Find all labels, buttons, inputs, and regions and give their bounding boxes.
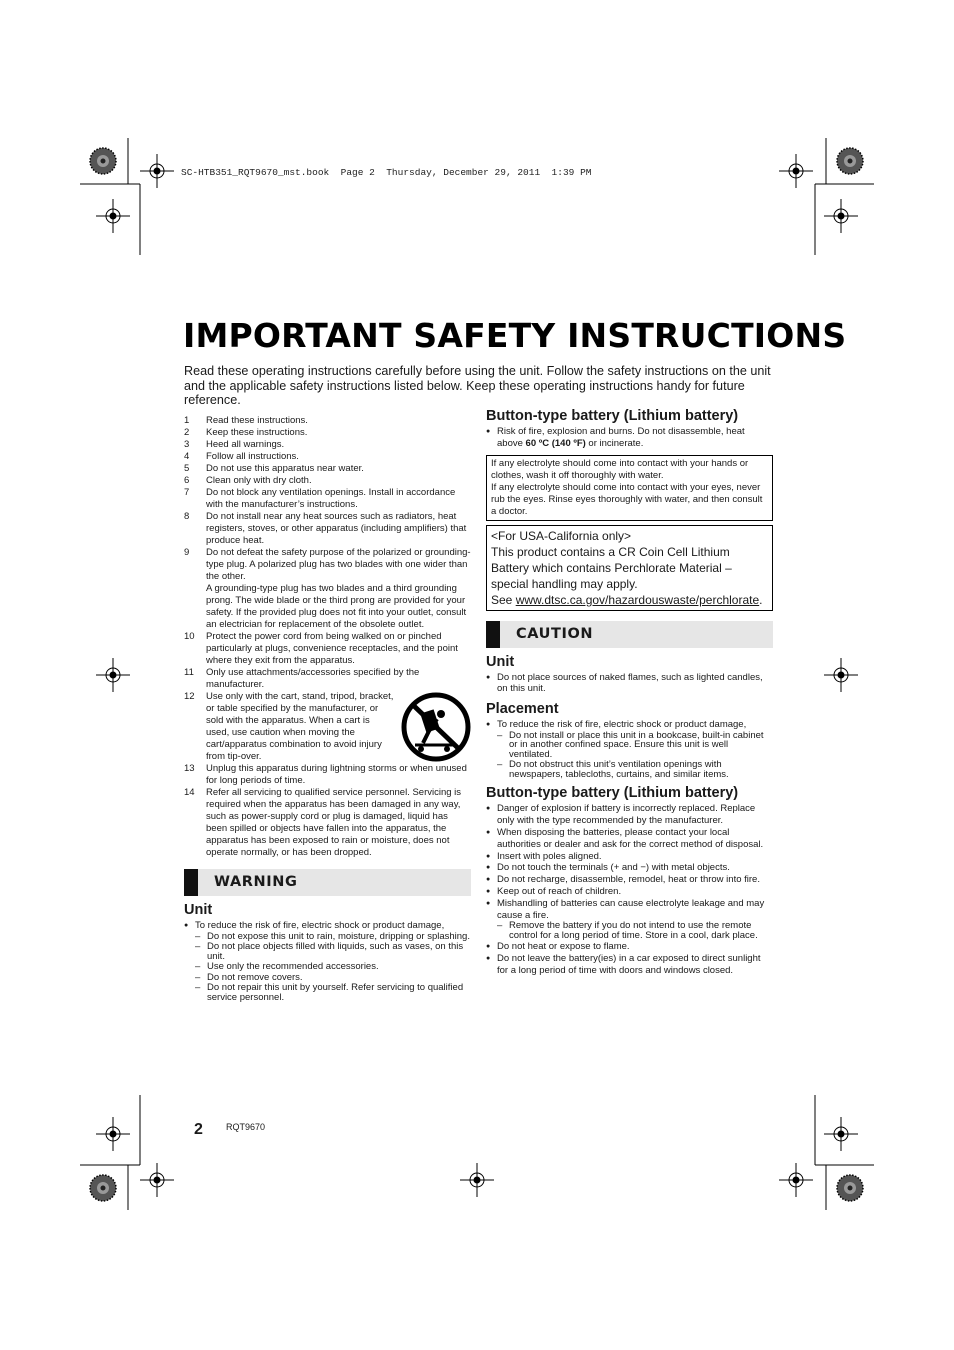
list-item: 5 Do not use this apparatus near water. (184, 463, 364, 474)
list-item: 12 Use only with the cart, stand, tripod, bracket, or table specified by the manufacturer, or sold with the apparatus. When a cart is used, use caution when moving the cart/apparatus combination to avoid injury from tip-over. (184, 691, 471, 763)
page-number: 2 (194, 1121, 203, 1138)
document-code: RQT9670 (226, 1122, 266, 1132)
list-item: 9 Do not defeat the safety purpose of the polarized or grounding-type plug. A polarized plug has two blades with one wider than the other. A grounding-type plug has two blades and a third grounding prong. The wide blade or the third prong are provided for your safety. If the provided plug does not fit into your outlet, consult an electrician for replacement of the obsolete outlet. (184, 547, 471, 630)
battery-warning-heading: Button-type battery (Lithium battery) (486, 408, 739, 424)
caution-unit-list (486, 672, 773, 696)
list-item: – Do not install or place this unit in a bookcase, built-in cabinet or in another confined space. Ensure this unit is well ventilated. (497, 731, 773, 760)
safety-instruction-list (184, 415, 471, 859)
warning-label: WARNING (214, 874, 298, 890)
list-item: ● To reduce the risk of fire, electric shock or product damage, – Do not expose this unit to rain, moisture, dripping or splashing. – Do not place objects filled with liquids, such as vases, on this unit. – Use only the recommended accessories. – Do not remove covers. – Do not repair this unit by yourself. Refer servicing to qualified service personnel. (184, 920, 471, 1002)
list-item: 7 Do not block any ventilation openings. Install in accordance with the manufacturer’s instructions. (184, 487, 456, 510)
list-item: – Do not obstruct this unit’s ventilation openings with newspapers, tablecloths, curtains, and similar items. (497, 760, 773, 779)
california-notice-box (486, 525, 773, 611)
list-item: – Do not place objects filled with liquids, such as vases, on this unit. (195, 942, 471, 961)
list-item: 14 Refer all servicing to qualified service personnel. Servicing is required when the apparatus has been damaged in any way, such as power-supply cord or plug is damaged, liquid has been spilled or objects have fallen into the apparatus, the apparatus has been exposed to rain or moisture, does not operate normally, or has been dropped. (184, 787, 462, 858)
list-item: 13 Unplug this apparatus during lightning storms or when unused for long periods of time. (184, 763, 467, 786)
print-info-header: SC-HTB351_RQT9670_mst.book Page 2 Thursday, December 29, 2011 1:39 PM (181, 167, 592, 178)
electrolyte-hands-text: If any electrolyte should come into contact with your hands or clothes, wash it off thoroughly with water. (491, 457, 749, 481)
battery-caution-sublist (497, 921, 773, 940)
intro-paragraph: Read these operating instructions carefully before using the unit. Follow the safety instructions on the unit and the applicable safety instructions listed below. Keep these operating instructions handy for future reference. (184, 364, 771, 407)
placement-sublist (497, 731, 773, 780)
list-item: 10 Protect the power cord from being walked on or pinched particularly at plugs, convenience receptacles, and the point where they exit from the apparatus. (184, 631, 458, 666)
placement-list (486, 719, 773, 779)
list-item: ● To reduce the risk of fire, electric shock or product damage, – Do not install or place this unit in a bookcase, built-in cabinet or in another confined space. Ensure this unit is well ventilated. – Do not obstruct this unit’s ventilation openings with newspapers, tablecloths, curtains, and similar items. (486, 719, 773, 779)
list-item: ● Do not recharge, disassemble, remodel, heat or throw into fire. (486, 874, 773, 886)
caution-label: CAUTION (516, 625, 594, 642)
banner-bar (184, 869, 198, 896)
electrolyte-notice-box (486, 455, 773, 521)
list-item: ● Mishandling of batteries can cause electrolyte leakage and may cause a fire. – Remove the battery if you do not intend to use the remote control for a long period of time. Store in a cool, dark place. (486, 898, 773, 941)
perchlorate-text: This product contains a CR Coin Cell Lithium Battery which contains Perchlorate Material – special handling may apply. (491, 544, 732, 591)
list-item: ● When disposing the batteries, please contact your local authorities or dealer and ask for the correct method of disposal. (486, 827, 773, 851)
list-item: ● Risk of fire, explosion and burns. Do not disassemble, heat above 60 ºC (140 ºF) or incinerate. (486, 426, 773, 450)
cart-tip-over-warning-icon (401, 691, 471, 763)
list-item: – Do not remove covers. (195, 973, 471, 983)
caution-banner (486, 621, 773, 648)
battery-caution-list (486, 803, 773, 976)
list-item: 2 Keep these instructions. (184, 427, 308, 438)
warning-banner (184, 869, 471, 896)
warning-unit-heading: Unit (184, 902, 213, 918)
list-item: – Remove the battery if you do not intend to use the remote control for a long period of time. Store in a cool, dark place. (497, 921, 773, 940)
warning-unit-list (184, 920, 471, 1002)
list-item: – Use only the recommended accessories. (195, 962, 471, 972)
list-item: ● Do not touch the terminals (+ and −) with metal objects. (486, 862, 773, 874)
list-item: ● Do not place sources of naked flames, such as lighted candles, on this unit. (486, 672, 773, 696)
list-item: ● Do not leave the battery(ies) in a car exposed to direct sunlight for a long period of time with doors and windows closed. (486, 953, 773, 977)
battery-warning-list (486, 426, 773, 450)
list-item: – Do not expose this unit to rain, moisture, dripping or splashing. (195, 932, 471, 942)
placement-heading: Placement (486, 701, 559, 718)
list-item: 1 Read these instructions. (184, 415, 308, 426)
caution-unit-heading: Unit (486, 653, 515, 670)
list-item: 8 Do not install near any heat sources such as radiators, heat registers, stoves, or other apparatus (including amplifiers) that produce heat. (184, 511, 467, 546)
list-item: ● Keep out of reach of children. (486, 886, 773, 898)
warning-unit-sublist (195, 932, 471, 1003)
list-item: 11 Only use attachments/accessories specified by the manufacturer. (184, 667, 420, 690)
california-heading: <For USA-California only> (491, 528, 632, 543)
battery-caution-heading: Button-type battery (Lithium battery) (486, 785, 739, 802)
perchlorate-see-line: See www.dtsc.ca.gov/hazardouswaste/perchlorate. (491, 592, 763, 607)
list-item: 6 Clean only with dry cloth. (184, 475, 312, 486)
right-column (486, 408, 773, 977)
list-item: 3 Heed all warnings. (184, 439, 285, 450)
electrolyte-eyes-text: If any electrolyte should come into contact with your eyes, never rub the eyes. Rinse eyes thoroughly with water, and then consult a doctor. (491, 481, 763, 517)
list-item: ● Danger of explosion if battery is incorrectly replaced. Replace only with the type recommended by the manufacturer. (486, 803, 773, 827)
list-item: 4 Follow all instructions. (184, 451, 299, 462)
list-item: – Do not repair this unit by yourself. Refer servicing to qualified service personnel. (195, 983, 471, 1002)
page-title: IMPORTANT SAFETY INSTRUCTIONS (183, 316, 847, 355)
dtsc-link[interactable]: www.dtsc.ca.gov/hazardouswaste/perchlorate (515, 592, 760, 607)
left-column (184, 415, 471, 1003)
list-item: ● Insert with poles aligned. (486, 851, 773, 863)
list-item: ● Do not heat or expose to flame. (486, 941, 773, 953)
banner-bar (486, 621, 500, 648)
